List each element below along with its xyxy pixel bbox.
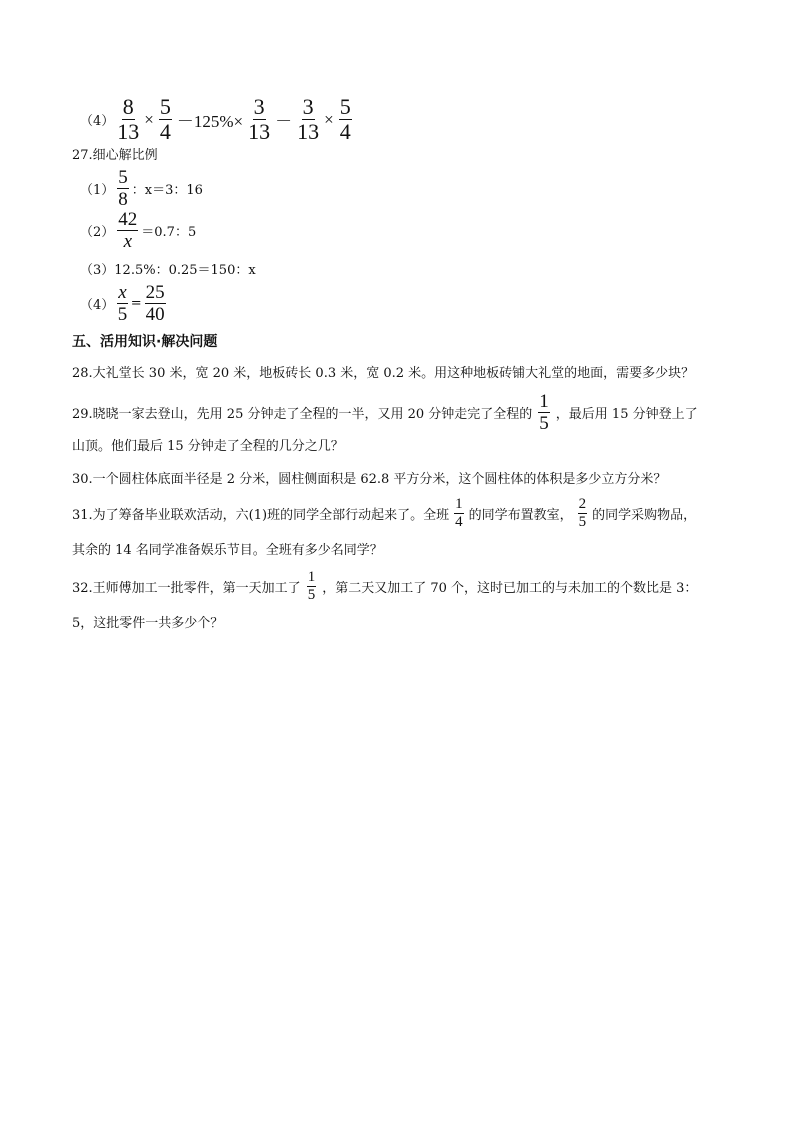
question-text: 32.王师傅加工一批零件，第一天加工了: [72, 581, 301, 596]
fraction: [339, 96, 352, 143]
denominator: 13: [248, 119, 271, 144]
fraction: [117, 96, 139, 143]
fraction: [454, 497, 464, 530]
q31: [72, 497, 696, 530]
denominator: x: [123, 231, 132, 252]
numerator: 1: [307, 569, 316, 585]
equation-text: ：x＝3：16: [131, 183, 203, 198]
q27-2: [80, 210, 196, 251]
operator: －125%×: [176, 112, 244, 131]
item-label: （4）: [80, 298, 115, 313]
question-text: 29.晓晓一家去登山，先用 25 分钟走了全程的一半，又用 20 分钟走完了全程的: [72, 407, 533, 422]
question-text: 的同学采购物品，: [592, 508, 697, 523]
q29-cont: 山顶。他们最后 15 分钟走了全程的几分之几？: [72, 439, 344, 454]
q32-cont: 5，这批零件一共多少个？: [72, 616, 224, 631]
fraction: [248, 96, 270, 143]
question-text: ，最后用 15 分钟登上了: [555, 407, 698, 422]
denominator: 13: [117, 119, 140, 144]
denominator: 4: [339, 119, 351, 144]
numerator: 25: [145, 282, 165, 303]
denominator: 5: [578, 514, 587, 530]
q29: [72, 392, 698, 433]
q30: 30.一个圆柱体底面半径是 2 分米，圆柱侧面积是 62.8 平方分米，这个圆柱体的体积是多少立方分米？: [72, 472, 667, 487]
operator: =: [130, 296, 142, 311]
item-label: （2）: [80, 225, 115, 240]
fraction: [117, 210, 138, 251]
q28: 28.大礼堂长 30 米，宽 20 米，地板砖长 0.3 米，宽 0.2 米。用这种地板砖铺大礼堂的地面，需要多少块？: [72, 366, 695, 381]
q27-title: 27.细心解比例: [72, 148, 158, 163]
denominator: 8: [118, 189, 128, 210]
numerator: 3: [302, 94, 314, 119]
q32: [72, 570, 697, 603]
numerator: 5: [339, 94, 351, 119]
question-text: 31.为了筹备毕业联欢活动，六(1)班的同学全部行动起来了。全班: [72, 508, 450, 523]
q27-4: [80, 283, 169, 324]
operator: ×: [144, 109, 154, 129]
denominator: 4: [159, 119, 171, 144]
equation-text: ＝0.7：5: [141, 225, 197, 240]
question-text: 的同学布置教室，: [468, 508, 573, 523]
numerator: 1: [455, 496, 463, 512]
fraction: [538, 392, 550, 433]
numerator: 1: [539, 391, 549, 412]
numerator: 3: [253, 94, 265, 119]
numerator: x: [118, 282, 127, 303]
numerator: 2: [578, 496, 587, 512]
operator: －: [275, 112, 293, 131]
denominator: 5: [307, 587, 316, 603]
numerator: 42: [118, 209, 138, 230]
denominator: 13: [297, 119, 320, 144]
denominator: 5: [539, 413, 549, 434]
numerator: 8: [122, 94, 134, 119]
item-label: （4）: [80, 114, 115, 129]
fraction: [578, 497, 588, 530]
operator: ×: [324, 109, 334, 129]
fraction: [297, 96, 319, 143]
fraction: [145, 283, 166, 324]
fraction: [117, 283, 127, 324]
fraction: [159, 96, 172, 143]
item-label: （3）: [80, 263, 115, 278]
section-title: 五、活用知识·解决问题: [72, 334, 218, 350]
q26-4: [80, 96, 355, 143]
numerator: 5: [159, 94, 171, 119]
q27-3: [80, 259, 256, 278]
q27-1: [80, 168, 203, 209]
question-text: ，第二天又加工了 70 个，这时已加工的与未加工的个数比是 3：: [322, 581, 698, 596]
fraction: [307, 570, 317, 603]
denominator: 5: [117, 304, 128, 325]
q31-cont: 其余的 14 名同学准备娱乐节目。全班有多少名同学？: [72, 543, 383, 558]
fraction: [117, 168, 129, 209]
numerator: 5: [118, 167, 128, 188]
denominator: 40: [145, 304, 165, 325]
equation-text: 12.5%：0.25＝150：x: [114, 263, 256, 278]
denominator: 4: [455, 514, 463, 530]
item-label: （1）: [80, 183, 115, 198]
